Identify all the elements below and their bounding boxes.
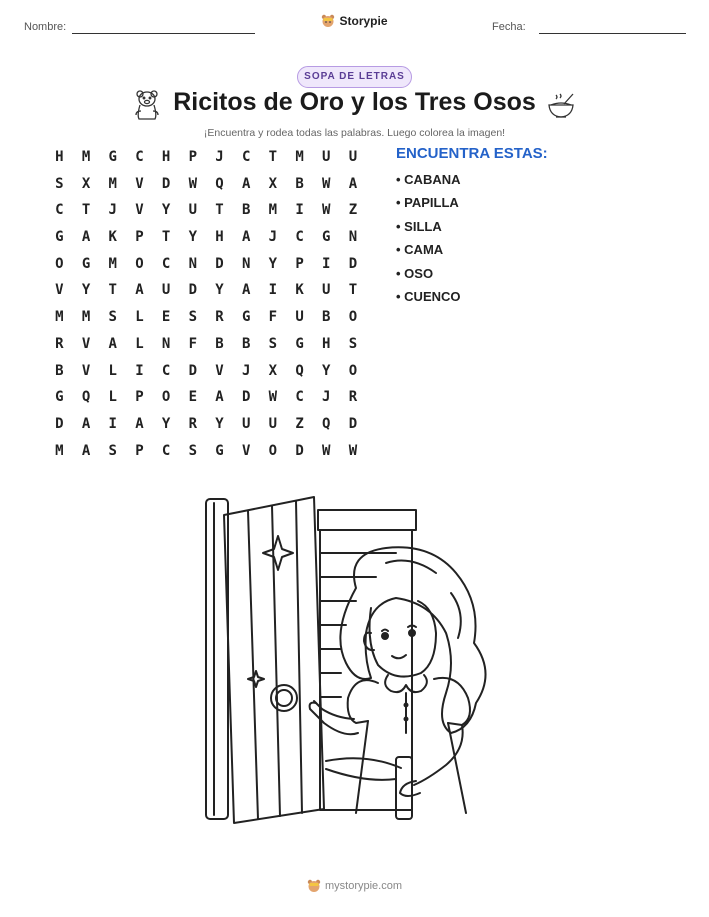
grid-letter[interactable]: B (55, 362, 64, 379)
grid-letter[interactable]: J (215, 149, 224, 165)
grid-letter[interactable]: U (348, 149, 358, 165)
grid-letter[interactable]: M (268, 202, 278, 219)
grid-letter[interactable]: N (348, 229, 358, 246)
grid-letter[interactable]: D (188, 282, 197, 299)
grid-row (46, 147, 366, 174)
word-list (396, 172, 461, 312)
grid-letter[interactable]: Y (322, 362, 331, 379)
grid-letter[interactable]: D (348, 255, 358, 272)
grid-letter[interactable]: C (241, 149, 251, 165)
grid-letter[interactable]: Z (348, 202, 358, 219)
date-line (539, 33, 686, 34)
grid-letter[interactable]: O (348, 362, 358, 379)
grid-row (46, 254, 366, 281)
grid-letter[interactable]: C (295, 229, 304, 246)
grid-letter[interactable]: B (241, 202, 251, 219)
grid-letter[interactable]: C (55, 202, 64, 219)
grid-letter[interactable]: A (241, 282, 251, 299)
grid-letter[interactable]: G (295, 335, 304, 352)
grid-letter[interactable]: A (241, 175, 251, 192)
grid-letter[interactable]: U (241, 415, 251, 432)
grid-letter[interactable]: A (135, 282, 144, 299)
page-title: Ricitos de Oro y los Tres Osos (173, 88, 536, 116)
grid-row (46, 280, 366, 307)
grid-letter[interactable]: H (322, 335, 331, 352)
grid-letter[interactable]: I (322, 255, 331, 272)
grid-letter[interactable]: E (188, 389, 197, 406)
grid-letter[interactable]: T (348, 282, 358, 299)
grid-letter[interactable]: V (55, 282, 64, 299)
grid-letter[interactable]: A (348, 175, 358, 192)
grid-letter[interactable]: P (135, 389, 144, 406)
grid-letter[interactable]: R (55, 335, 64, 352)
grid-letter[interactable]: O (348, 309, 358, 326)
brand (0, 14, 709, 33)
bear-logo-icon (321, 14, 335, 28)
grid-letter[interactable]: M (81, 309, 91, 326)
grid-letter[interactable]: S (108, 442, 117, 459)
grid-letter[interactable]: F (188, 335, 197, 352)
instructions: ¡Encuentra y rodea todas las palabras. Luego colorea la imagen! (203, 127, 506, 139)
grid-letter[interactable]: B (215, 335, 224, 352)
grid-letter[interactable]: O (161, 389, 171, 406)
grid-letter[interactable]: B (295, 175, 304, 192)
grid-letter[interactable]: A (81, 442, 91, 459)
grid-letter[interactable]: Y (268, 255, 278, 272)
grid-letter[interactable]: A (215, 389, 224, 406)
grid-letter[interactable]: H (161, 149, 171, 165)
grid-letter[interactable]: X (268, 362, 278, 379)
grid-letter[interactable]: I (135, 362, 144, 379)
grid-letter[interactable]: D (348, 415, 358, 432)
grid-letter[interactable]: I (268, 282, 278, 299)
grid-letter[interactable]: M (295, 149, 304, 165)
grid-row (46, 414, 366, 441)
word-list-item: • CAMA (396, 242, 444, 258)
grid-letter[interactable]: M (108, 175, 117, 192)
grid-letter[interactable]: D (215, 255, 224, 272)
grid-letter[interactable]: M (108, 255, 117, 272)
word-list-item: • PAPILLA (396, 195, 459, 211)
grid-letter[interactable]: G (215, 442, 224, 459)
grid-letter[interactable]: M (81, 149, 91, 165)
footer-url: mystorypie.com (324, 880, 403, 892)
grid-letter[interactable]: G (241, 309, 251, 326)
porridge-bowl-icon (546, 92, 576, 120)
grid-letter[interactable]: C (161, 442, 171, 459)
grid-letter[interactable]: G (322, 229, 331, 246)
word-list-item: • OSO (396, 265, 434, 281)
grid-letter[interactable]: V (81, 362, 91, 379)
grid-letter[interactable]: Y (188, 229, 197, 246)
grid-letter[interactable]: N (188, 255, 197, 272)
grid-letter[interactable]: W (348, 442, 358, 459)
grid-letter[interactable]: M (55, 442, 64, 459)
grid-letter[interactable]: G (108, 149, 117, 165)
grid-letter[interactable]: C (135, 149, 144, 165)
grid-letter[interactable]: U (295, 309, 304, 326)
grid-letter[interactable]: J (241, 362, 251, 379)
grid-letter[interactable]: W (188, 175, 197, 192)
grid-row (46, 361, 366, 388)
grid-letter[interactable]: S (348, 335, 358, 352)
grid-letter[interactable]: I (108, 415, 117, 432)
grid-letter[interactable]: E (161, 309, 171, 326)
grid-row (46, 387, 366, 414)
grid-letter[interactable]: G (55, 229, 64, 246)
grid-letter[interactable]: P (135, 229, 144, 246)
activity-badge: SOPA DE LETRAS (297, 66, 412, 88)
grid-letter[interactable]: Q (295, 362, 304, 379)
grid-letter[interactable]: S (188, 309, 197, 326)
grid-letter[interactable]: U (188, 202, 197, 219)
grid-letter[interactable]: L (135, 335, 144, 352)
grid-letter[interactable]: Y (81, 282, 91, 299)
grid-letter[interactable]: D (55, 415, 64, 432)
brand-name: Storypie (339, 14, 388, 28)
grid-letter[interactable]: W (268, 389, 278, 406)
grid-letter[interactable]: S (268, 335, 278, 352)
grid-letter[interactable]: B (322, 309, 331, 326)
grid-row (46, 200, 366, 227)
grid-letter[interactable]: N (161, 335, 171, 352)
grid-letter[interactable]: Z (295, 415, 304, 432)
grid-letter[interactable]: A (108, 335, 117, 352)
grid-letter[interactable]: L (108, 362, 117, 379)
grid-letter[interactable]: R (348, 389, 358, 406)
grid-letter[interactable]: Y (215, 415, 224, 432)
grid-letter[interactable]: U (322, 149, 331, 165)
grid-letter[interactable]: G (81, 255, 91, 272)
grid-letter[interactable]: O (135, 255, 144, 272)
word-search-grid (46, 147, 366, 467)
grid-letter[interactable]: P (135, 442, 144, 459)
grid-letter[interactable]: G (55, 389, 64, 406)
name-label: Nombre: (24, 21, 67, 33)
grid-letter[interactable]: W (322, 175, 331, 192)
grid-row (46, 227, 366, 254)
grid-letter[interactable]: U (161, 282, 171, 299)
grid-letter[interactable]: M (55, 309, 64, 326)
grid-letter[interactable]: T (268, 149, 278, 165)
grid-letter[interactable]: V (135, 175, 144, 192)
grid-letter[interactable]: T (108, 282, 117, 299)
grid-letter[interactable]: V (81, 335, 91, 352)
grid-letter[interactable]: Y (215, 282, 224, 299)
grid-letter[interactable]: A (241, 229, 251, 246)
grid-letter[interactable]: X (268, 175, 278, 192)
grid-letter[interactable]: O (55, 255, 64, 272)
grid-letter[interactable]: D (161, 175, 171, 192)
grid-letter[interactable]: Y (161, 415, 171, 432)
grid-letter[interactable]: J (322, 389, 331, 406)
grid-letter[interactable]: F (268, 309, 278, 326)
grid-letter[interactable]: V (241, 442, 251, 459)
grid-letter[interactable]: T (161, 229, 171, 246)
grid-row (46, 307, 366, 334)
grid-letter[interactable]: P (295, 255, 304, 272)
grid-letter[interactable]: L (108, 389, 117, 406)
grid-letter[interactable]: D (188, 362, 197, 379)
grid-letter[interactable]: S (188, 442, 197, 459)
grid-letter[interactable]: D (241, 389, 251, 406)
grid-letter[interactable]: S (55, 175, 64, 192)
grid-letter[interactable]: R (188, 415, 197, 432)
grid-letter[interactable]: Q (81, 389, 91, 406)
grid-row (46, 334, 366, 361)
grid-letter[interactable]: C (161, 255, 171, 272)
word-list-item: • CUENCO (396, 288, 461, 304)
grid-letter[interactable]: A (81, 229, 91, 246)
grid-letter[interactable]: P (188, 149, 197, 165)
grid-letter[interactable]: T (81, 202, 91, 219)
grid-letter[interactable]: D (295, 442, 304, 459)
grid-letter[interactable]: V (215, 362, 224, 379)
grid-letter[interactable]: C (295, 389, 304, 406)
grid-letter[interactable]: U (268, 415, 278, 432)
grid-letter[interactable]: U (322, 282, 331, 299)
grid-row (46, 174, 366, 201)
grid-letter[interactable]: K (108, 229, 117, 246)
date-label: Fecha: (492, 21, 526, 33)
grid-letter[interactable]: H (55, 149, 64, 165)
name-line (72, 33, 255, 34)
grid-letter[interactable]: Q (215, 175, 224, 192)
word-list-item: • SILLA (396, 218, 442, 234)
grid-letter[interactable]: W (322, 442, 331, 459)
grid-letter[interactable]: I (295, 202, 304, 219)
grid-letter[interactable]: W (322, 202, 331, 219)
grid-letter[interactable]: Q (322, 415, 331, 432)
grid-letter[interactable]: S (108, 309, 117, 326)
grid-letter[interactable]: A (81, 415, 91, 432)
footer (0, 879, 709, 898)
grid-letter[interactable]: X (81, 175, 91, 192)
grid-letter[interactable]: A (135, 415, 144, 432)
grid-letter[interactable]: L (135, 309, 144, 326)
grid-letter[interactable]: B (241, 335, 251, 352)
grid-letter[interactable]: Y (161, 202, 171, 219)
grid-letter[interactable]: H (215, 229, 224, 246)
word-list-title: ENCUENTRA ESTAS: (396, 145, 548, 162)
grid-letter[interactable]: C (161, 362, 171, 379)
goldilocks-door-illustration (196, 493, 488, 825)
grid-row (46, 441, 366, 468)
grid-letter[interactable]: T (215, 202, 224, 219)
grid-letter[interactable]: R (215, 309, 224, 326)
grid-letter[interactable]: O (268, 442, 278, 459)
word-list-item: • CABANA (396, 172, 461, 187)
grid-letter[interactable]: K (295, 282, 304, 299)
grid-letter[interactable]: N (241, 255, 251, 272)
grid-letter[interactable]: J (268, 229, 278, 246)
grid-letter[interactable]: J (108, 202, 117, 219)
grid-letter[interactable]: V (135, 202, 144, 219)
bear-logo-icon (307, 879, 321, 893)
